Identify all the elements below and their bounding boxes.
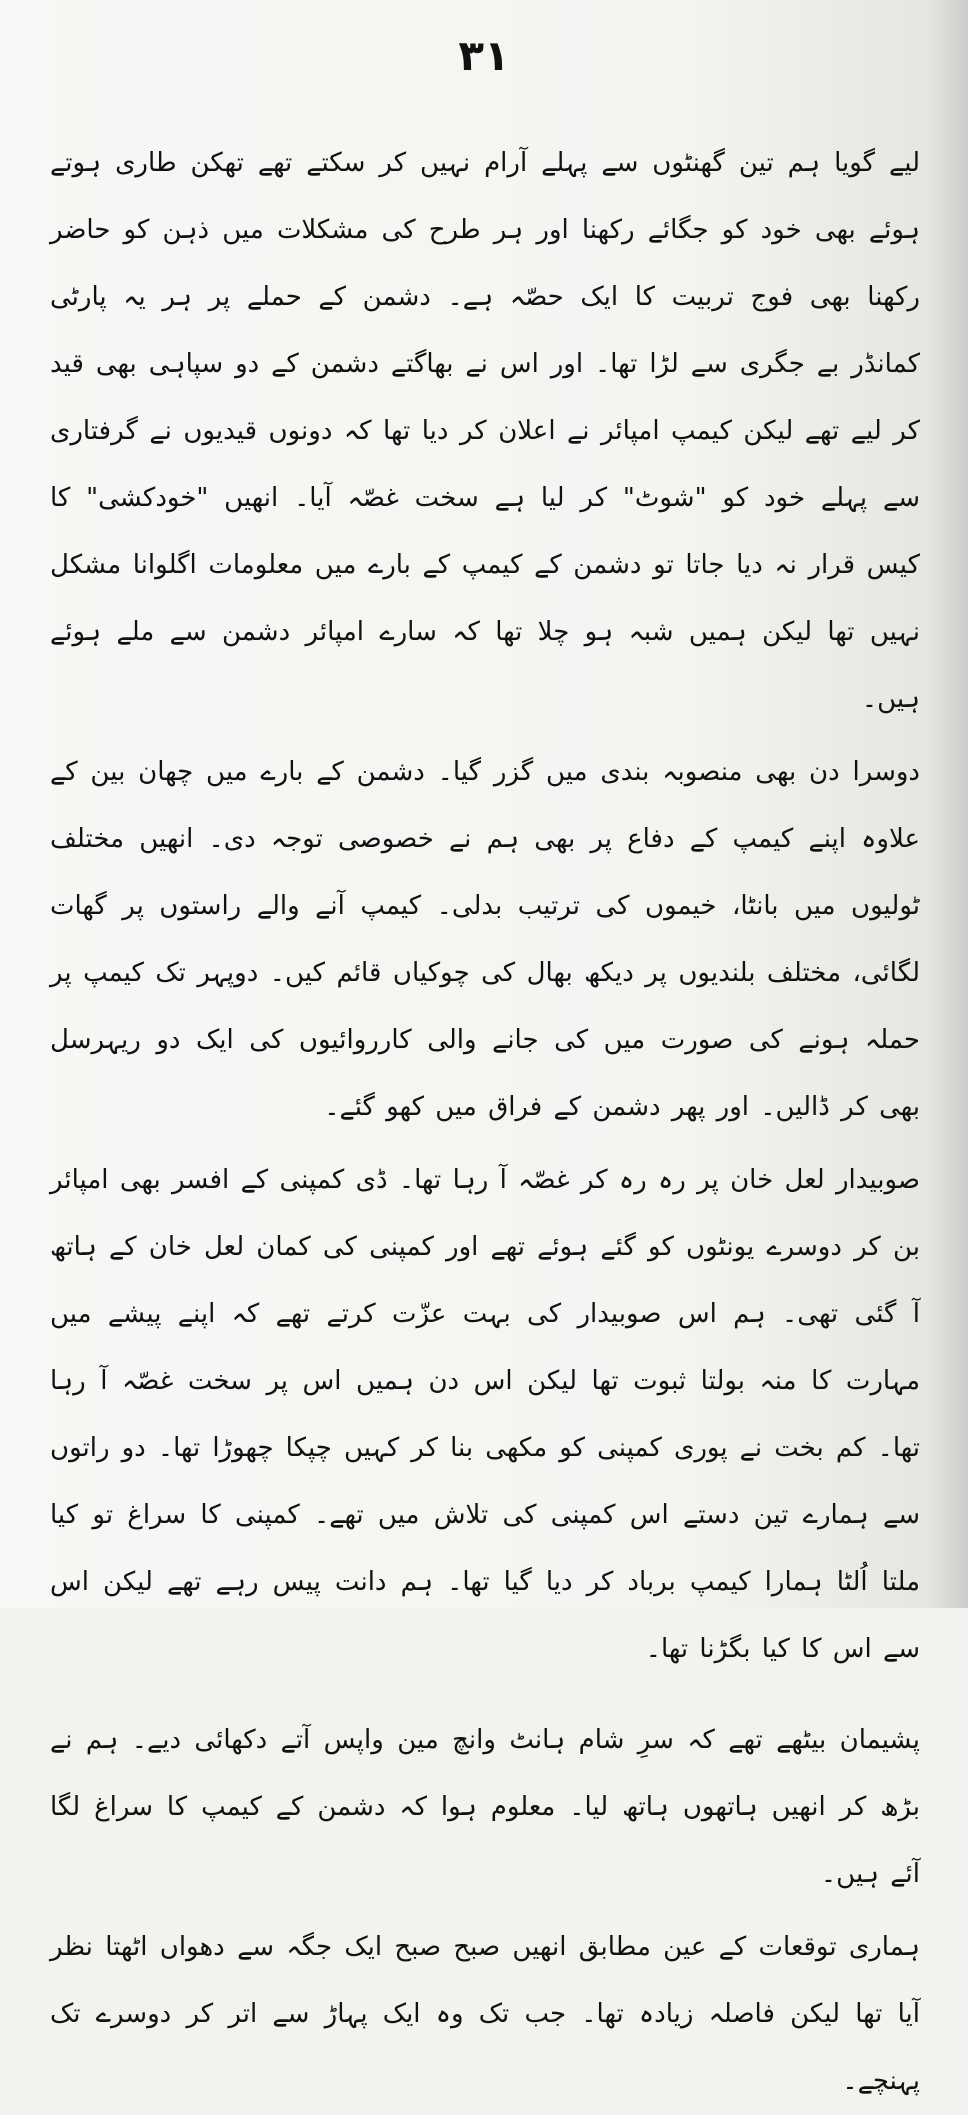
paragraph-1: لیے گویا ہم تین گھنٹوں سے پہلے آرام نہیں کر سکتے تھے تھکن طاری ہوتے ہوئے بھی خود کو جگائے رکھنا اور ہر طرح کی مشکلات میں ذہن کو حاضر رکھنا بھی فوج تربیت کا ایک حصّہ ہے۔ دشمن کے حملے پر ہر یہ پارٹی کمانڈر بے جگری سے لڑا تھا۔ اور اس نے بھاگتے دشمن کے دو سپاہی بھی قید کر لیے تھے لیکن کیمپ امپائر نے اعلان کر دیا تھا کہ دونوں قیدیوں نے گرفتاری سے پہلے خود کو "شوٹ" کر لیا ہے سخت غصّہ آیا۔ انھیں "خودکشی" کا کیس قرار نہ دیا جاتا تو دشمن کے کیمپ کے بارے میں معلومات اگلوانا مشکل نہیں تھا لیکن ہمیں شبہ ہو چلا تھا کہ سارے امپائر دشمن سے ملے ہوئے ہیں۔: [50, 148, 920, 714]
paragraph-5: ہماری توقعات کے عین مطابق انھیں صبح صبح ایک جگہ سے دھواں اٹھتا نظر آیا تھا لیکن فاصلہ زیادہ تھا۔ جب تک وہ ایک پہاڑ سے اتر کر دوسرے تک پہنچے۔: [50, 1932, 920, 2096]
body-text: [50, 130, 920, 2115]
paragraph-3: صوبیدار لعل خان پر رہ رہ کر غصّہ آ رہا تھا۔ ڈی کمپنی کے افسر بھی امپائر بن کر دوسرے یونٹوں کو گئے ہوئے تھے اور کمپنی کی کمان لعل خان کے ہاتھ آ گئی تھی۔ ہم اس صوبیدار کی بہت عزّت کرتے تھے کہ اپنے پیشے میں مہارت کا منہ بولتا ثبوت تھا لیکن اس دن ہمیں اس پر سخت غصّہ آ رہا تھا۔ کم بخت نے پوری کمپنی کو مکھی بنا کر کہیں چپکا چھوڑا تھا۔ دو راتوں سے ہمارے تین دستے اس کمپنی کی تلاش میں تھے۔ کمپنی کا سراغ تو کیا ملتا اُلٹا ہمارا کیمپ برباد کر دیا گیا تھا۔ ہم دانت پیس رہے تھے لیکن اس سے اس کا کیا بگڑنا تھا۔: [50, 1165, 920, 1664]
page-number: ۳۱: [458, 31, 510, 80]
page-edge-shadow: [928, 0, 968, 1608]
paragraph-2: دوسرا دن بھی منصوبہ بندی میں گزر گیا۔ دشمن کے بارے میں چھان بین کے علاوہ اپنے کیمپ کے دفاع پر بھی ہم نے خصوصی توجہ دی۔ انھیں مختلف ٹولیوں میں بانٹا، خیموں کی ترتیب بدلی۔ کیمپ آنے والے راستوں پر گھات لگائی، مختلف بلندیوں پر دیکھ بھال کی چوکیاں قائم کیں۔ دوپہر تک کیمپ پر حملہ ہونے کی صورت میں کی جانے والی کارروائیوں کی ایک دو ریہرسل بھی کر ڈالیں۔ اور پھر دشمن کے فراق میں کھو گئے۔: [50, 757, 920, 1122]
paragraph-4: پشیمان بیٹھے تھے کہ سرِ شام ہانٹ وانچ مین واپس آتے دکھائی دیے۔ ہم نے بڑھ کر انھیں ہاتھوں ہاتھ لیا۔ معلوم ہوا کہ دشمن کے کیمپ کا سراغ لگا آئے ہیں۔: [50, 1725, 920, 1889]
